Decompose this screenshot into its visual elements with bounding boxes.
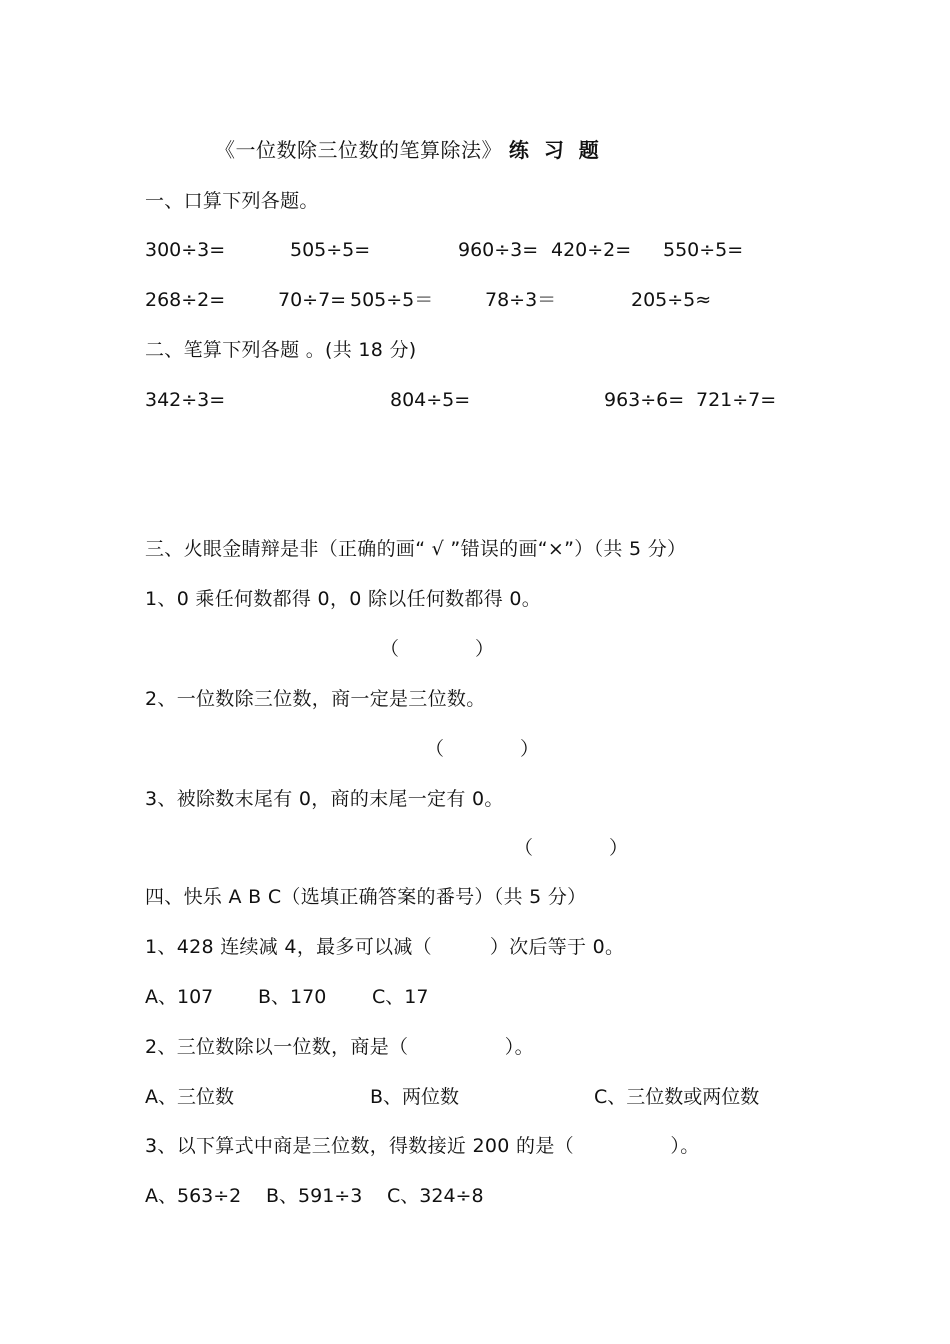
section3-heading: 三、火眼金睛辩是非（正确的画“ √ ”错误的画“×”）（共 5 分） — [145, 538, 687, 560]
choice-option: B、591÷3 — [266, 1185, 363, 1207]
oral-problem: 505÷5= — [290, 239, 371, 261]
choice-option: C、324÷8 — [387, 1185, 484, 1207]
choice-option: B、两位数 — [370, 1086, 460, 1108]
oral-problem: 960÷3= — [458, 239, 539, 261]
oral-problem: 78÷3＝ — [485, 289, 557, 311]
true-false-item: 1、0 乘任何数都得 0，0 除以任何数都得 0。 — [145, 588, 542, 610]
choice-option: A、107 — [145, 986, 214, 1008]
written-problem: 804÷5= — [390, 389, 471, 411]
section2-heading: 二、笔算下列各题 。(共 18 分) — [145, 339, 417, 361]
choice-option: C、三位数或两位数 — [594, 1086, 760, 1108]
oral-problem: 70÷7= — [278, 289, 347, 311]
oral-problem: 550÷5= — [663, 239, 744, 261]
choice-option: A、563÷2 — [145, 1185, 242, 1207]
oral-problem: 300÷3= — [145, 239, 226, 261]
answer-blank[interactable]: （ ） — [380, 638, 495, 660]
oral-problem: 205÷5≈ — [631, 289, 712, 311]
oral-problem: 268÷2= — [145, 289, 226, 311]
section1-heading: 一、口算下列各题。 — [145, 190, 319, 212]
true-false-item: 3、被除数末尾有 0，商的末尾一定有 0。 — [145, 788, 504, 810]
true-false-item: 2、一位数除三位数，商一定是三位数。 — [145, 688, 486, 710]
written-problem: 721÷7= — [696, 389, 777, 411]
title-main: 《一位数除三位数的笔算除法》 — [215, 138, 502, 162]
choice-question: 2、三位数除以一位数，商是（ ）。 — [145, 1036, 534, 1058]
choice-question: 3、以下算式中商是三位数，得数接近 200 的是（ ）。 — [145, 1135, 700, 1157]
oral-problem: 420÷2= — [551, 239, 632, 261]
answer-blank[interactable]: （ ） — [425, 738, 540, 760]
written-problem: 342÷3= — [145, 389, 226, 411]
written-problem: 963÷6= — [604, 389, 685, 411]
oral-problem: 505÷5＝ — [350, 289, 434, 311]
answer-blank[interactable]: （ ） — [514, 837, 629, 859]
choice-option: C、17 — [372, 986, 429, 1008]
title-suffix: 练 习 题 — [508, 138, 603, 162]
section4-heading: 四、快乐 A B C（选填正确答案的番号）（共 5 分） — [145, 886, 587, 908]
choice-option: B、170 — [258, 986, 327, 1008]
page-title — [215, 138, 603, 162]
choice-option: A、三位数 — [145, 1086, 234, 1108]
choice-question: 1、428 连续减 4，最多可以减（ ）次后等于 0。 — [145, 936, 625, 958]
